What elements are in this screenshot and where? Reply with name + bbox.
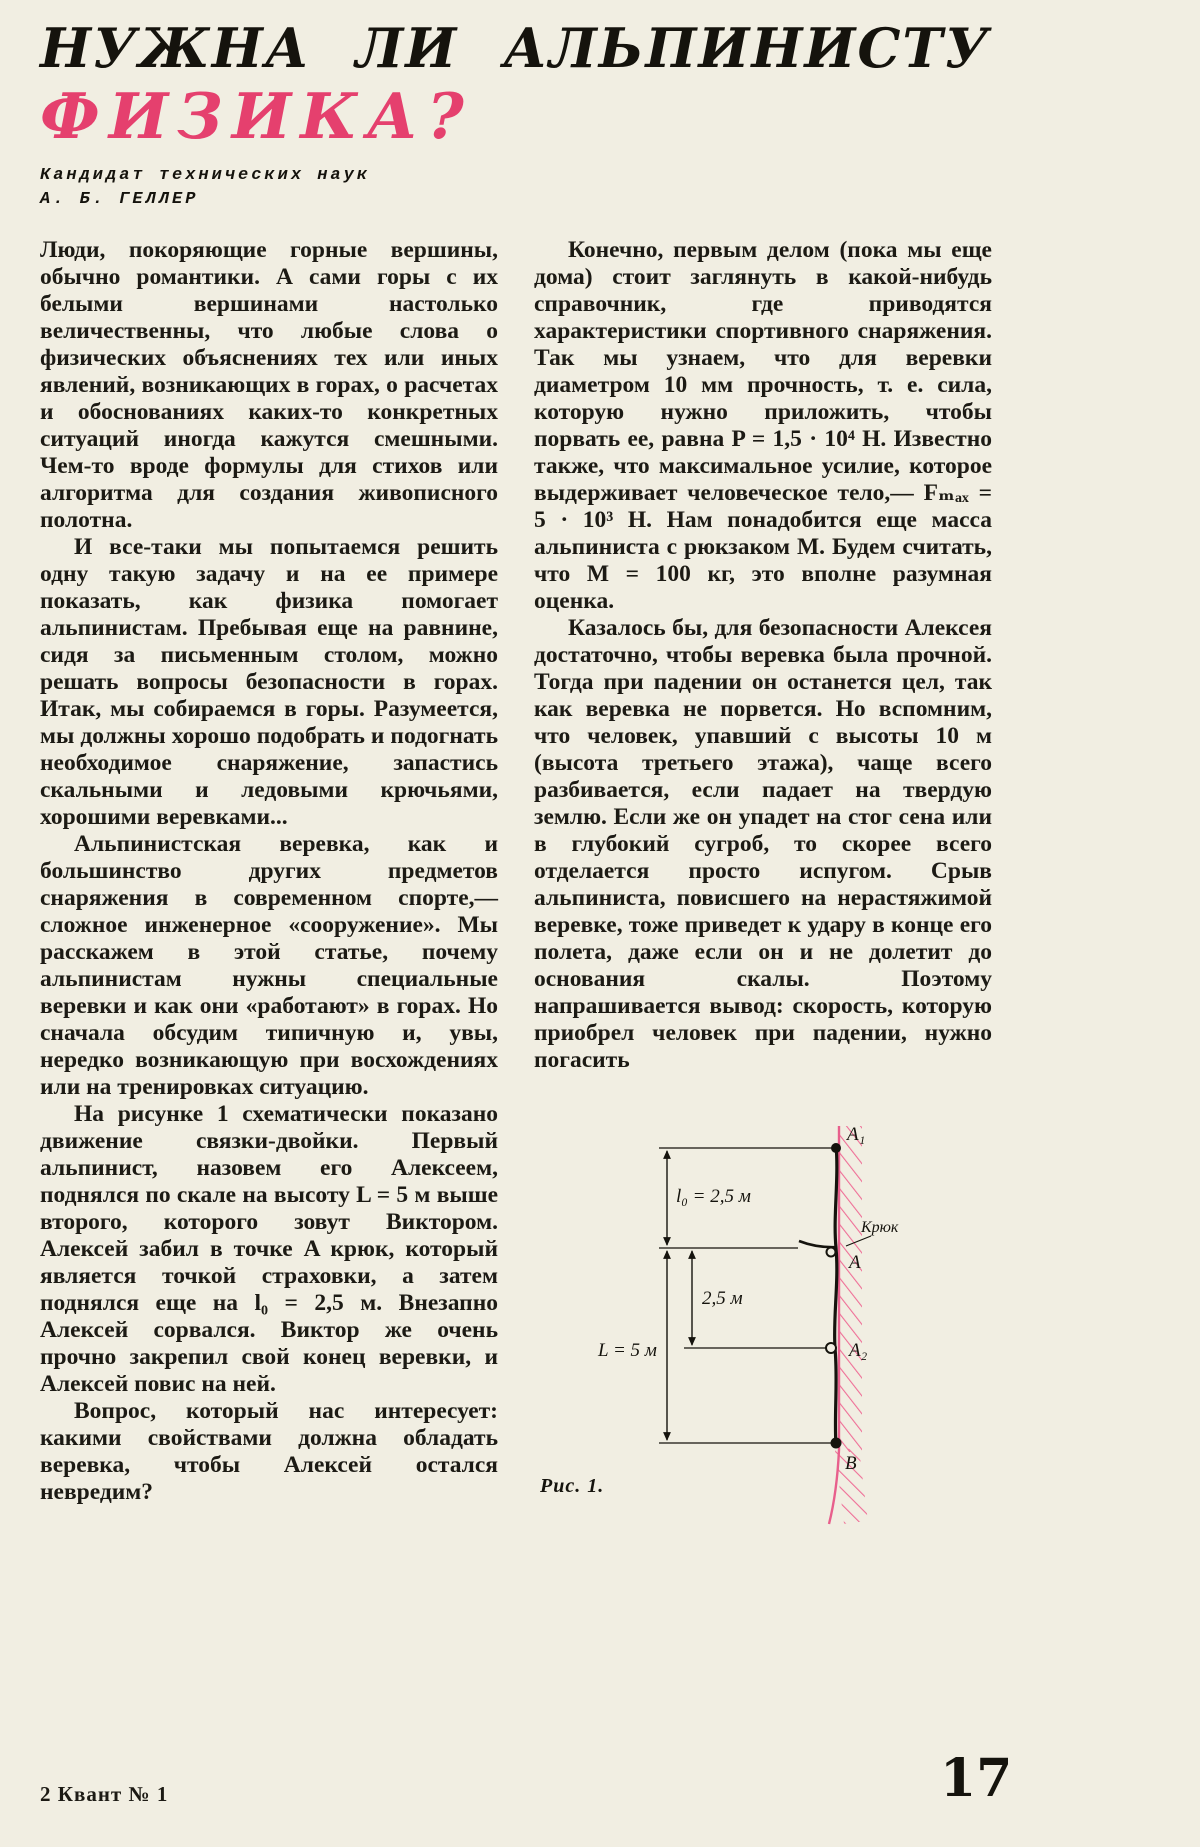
point-a2 bbox=[826, 1343, 836, 1353]
label-total-span: L = 5 м bbox=[598, 1339, 657, 1361]
right-column bbox=[534, 237, 992, 1545]
label-mid-span: 2,5 м bbox=[702, 1287, 743, 1309]
point-a1 bbox=[831, 1143, 841, 1153]
page-number: 17 bbox=[940, 1748, 1013, 1809]
article-body bbox=[40, 237, 992, 1545]
paragraph: На рисунке 1 схематически показано движение связки-двойки. Первый альпинист, назовем его Алексеем, поднялся по скале на высоту L = 5 м выше второго, которого зовут Виктором. Алексей забил в точке A крюк, который является точкой страховки, а затем поднялся еще на l₀ = 2,5 м. Внезапно Алексей сорвался. Виктор же очень прочно закрепил свой конец веревки, и Алексей повис на ней. bbox=[40, 1100, 498, 1397]
label-l0-span: l₀ = 2,5 м bbox=[676, 1185, 751, 1207]
paragraph: Люди, покоряющие горные вершины, обычно романтики. А сами горы с их белыми вершинами настолько величественны, что любые слова о физических объяснениях тех или иных явлений, возникающих в горах, о расчетах и обоснованиях каких-то конкретных ситуаций иногда кажутся смешными. Чем-то вроде формулы для стихов или алгоритма для создания живописного полотна. bbox=[40, 236, 498, 533]
article-header bbox=[0, 0, 1200, 213]
paragraph: Казалось бы, для безопасности Алексея достаточно, чтобы веревка была прочной. Тогда при падении он останется цел, так как веревка не порвется. Но вспомним, что человек, упавший с высоты 10 м (высота третьего этажа), чаще всего разбивается, если падает на твердую землю. Если же он упадет на стог сена или в глубокий сугроб, то скорее всего отделается просто испугом. Срыв альпиниста, повисшего на нерастяжимой веревке, тоже приведет к удару в конце его полета, даже если он и не долетит до основания скалы. Поэтому напрашивается вывод: скорость, которую приобрел человек при падении, нужно погасить bbox=[534, 614, 992, 1073]
article-title-line-1: НУЖНА ЛИ АЛЬПИНИСТУ bbox=[40, 16, 991, 80]
label-a1: A₁ bbox=[847, 1123, 866, 1145]
imprint: 2 Квант № 1 bbox=[40, 1782, 169, 1806]
label-b: B bbox=[845, 1452, 857, 1474]
label-a2: A₂ bbox=[849, 1339, 868, 1361]
figure-1 bbox=[534, 1120, 992, 1545]
figure-caption: Рис. 1. bbox=[540, 1474, 605, 1497]
point-b bbox=[831, 1437, 842, 1448]
author-name: А. Б. ГЕЛЛЕР bbox=[40, 190, 199, 210]
rope-line bbox=[835, 1144, 837, 1446]
author-role: Кандидат технических наук bbox=[40, 165, 371, 185]
paragraph: Вопрос, который нас интересует: какими свойствами должна обладать веревка, чтобы Алексей остался невредим? bbox=[40, 1397, 498, 1505]
article-title-line-2: ФИЗИКА? bbox=[40, 78, 473, 153]
left-column bbox=[40, 237, 498, 1545]
paragraph: Конечно, первым делом (пока мы еще дома) стоит заглянуть в какой-нибудь справочник, где приводятся характеристики спортивного снаряжения. Так мы узнаем, что для веревки диаметром 10 мм прочность, т. е. сила, которую нужно приложить, чтобы порвать ее, равна P = 1,5 · 10⁴ Н. Известно также, что максимальное усилие, которое выдерживает человеческое тело,— Fₘₐₓ = 5 · 10³ Н. Нам понадобится еще масса альпиниста с рюкзаком M. Будем считать, что M = 100 кг, это вполне разумная оценка. bbox=[534, 236, 992, 614]
figure-1-diagram bbox=[534, 1120, 1004, 1540]
paragraph: Альпинистская веревка, как и большинство других предметов снаряжения в современном спорте,— сложное инженерное «сооружение». Мы расскажем в этой статье, почему альпинистам нужны специальные веревки и как они «работают» в горах. Но сначала обсудим типичную и, увы, нередко возникающую при восхождениях или на тренировках ситуацию. bbox=[40, 830, 498, 1100]
paragraph: И все-таки мы попытаемся решить одну такую задачу и на ее примере показать, как физика помогает альпинистам. Пребывая еще на равнине, сидя за письменным столом, можно решать вопросы безопасности в горах. Итак, мы собираемся в горы. Разумеется, мы должны хорошо подобрать и подогнать необходимое снаряжение, запастись скальными и ледовыми крючьями, хорошими веревками... bbox=[40, 533, 498, 830]
label-a: A bbox=[849, 1251, 861, 1273]
author-block bbox=[40, 164, 1160, 213]
label-hook: Крюк bbox=[861, 1218, 899, 1236]
